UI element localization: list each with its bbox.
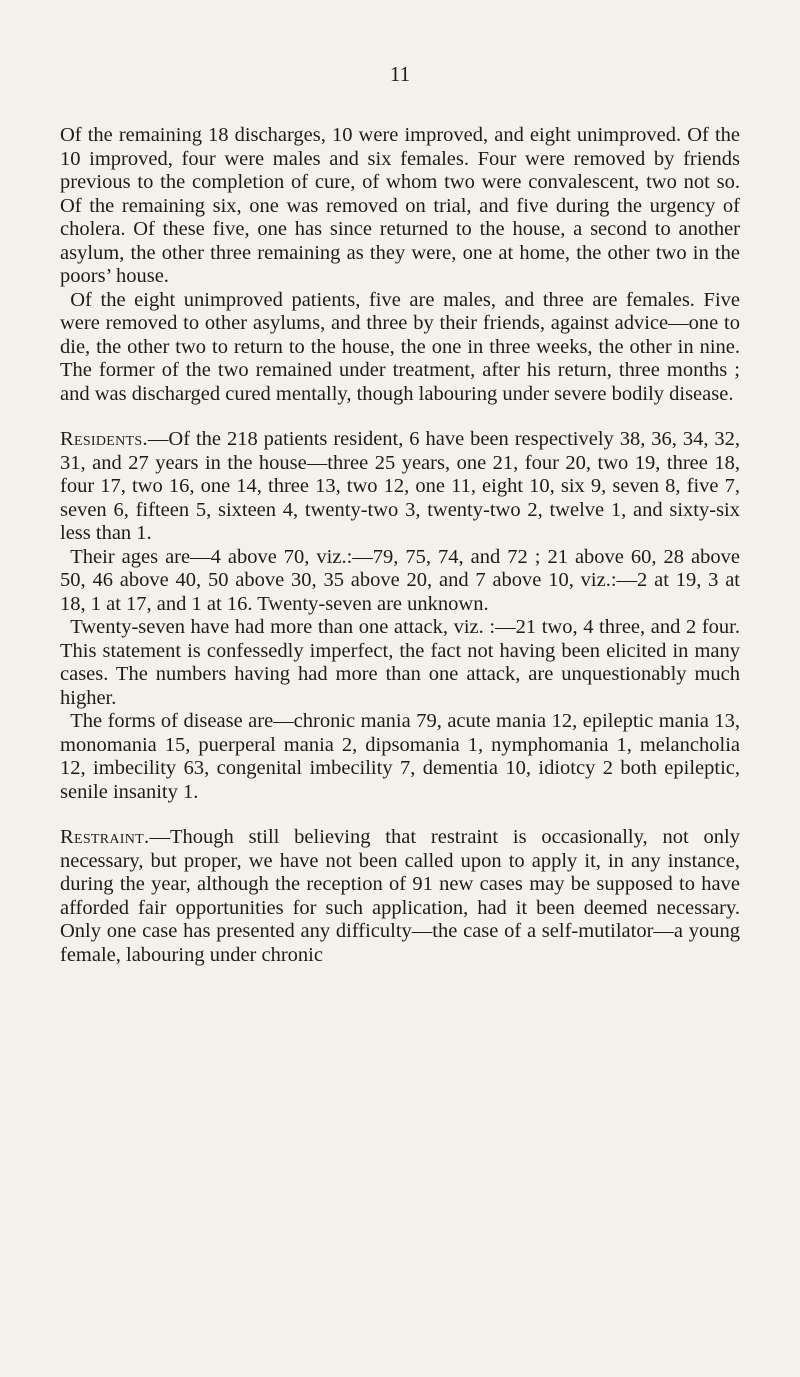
paragraph-attacks: Twenty-seven have had more than one attack, viz. :—21 two, 4 three, and 2 four. This statement is confessedly imperfect, the fact not having been elicited in many cases. The numbers having had more than one attack, are unquestionably much higher.: [60, 616, 740, 709]
body-text: [60, 124, 740, 967]
page-number: 11: [389, 62, 411, 86]
paragraph-ages: Their ages are—4 above 70, viz.:—79, 75, 74, and 72 ; 21 above 60, 28 above 50, 46 above 40, 50 above 30, 35 above 20, and 7 above 10, viz.:—2 at 19, 3 at 18, 1 at 17, and 1 at 16. Twenty-seven are unknown.: [60, 545, 740, 615]
paragraph-residents-text: —Of the 218 patients resident, 6 have been respectively 38, 36, 34, 32, 31, and 27 years in the house—three 25 years, one 21, four 20, two 19, three 18, four 17, two 16, one 14, three 13, two 12, one 11, eight 10, six 9, seven 8, five 7, seven 6, fifteen 5, sixteen 4, twenty-two 3, twenty-two 2, twelve 1, and sixty-six less than 1.: [60, 428, 740, 544]
section-heading-restraint: Restraint.: [60, 826, 150, 848]
paragraph-discharges-improved: Of the remaining 18 discharges, 10 were improved, and eight unimproved. Of the 10 improved, four were males and six females. Four were removed by friends previous to the completion of cure, of whom two were convalescent, two not so. Of the remaining six, one was removed on trial, and five during the urgency of cholera. Of these five, one has since returned to the house, a second to another asylum, the other three remaining as they were, one at home, the other two in the poors’ house.: [60, 124, 740, 287]
section-heading-residents: Residents.: [60, 428, 148, 450]
paragraph-disease-forms: The forms of disease are—chronic mania 79, acute mania 12, epileptic mania 13, monomania 15, puerperal mania 2, dipsomania 1, nymphomania 1, melancholia 12, imbecility 63, congenital imbecility 7, dementia 10, idiotcy 2 both epileptic, senile insanity 1.: [60, 710, 740, 803]
paragraph-restraint-text: —Though still believing that restraint is occasionally, not only necessary, but proper, we have not been called upon to apply it, in any instance, during the year, although the reception of 91 new cases may be supposed to have afforded fair opportunities for such application, had it been deemed necessary. Only one case has presented any difficulty—the case of a self-mutilator—a young female, labouring under chronic: [60, 826, 740, 966]
paragraph-residents: [60, 428, 740, 546]
paragraph-restraint: [60, 826, 740, 967]
paragraph-discharges-unimproved: Of the eight unimproved patients, five are males, and three are females. Five were removed to other asylums, and three by their friends, against advice—one to die, the other two to return to the house, the one in three weeks, the other in nine. The former of the two remained under treatment, after his return, three months ; and was discharged cured mentally, though labouring under severe bodily disease.: [60, 288, 740, 405]
